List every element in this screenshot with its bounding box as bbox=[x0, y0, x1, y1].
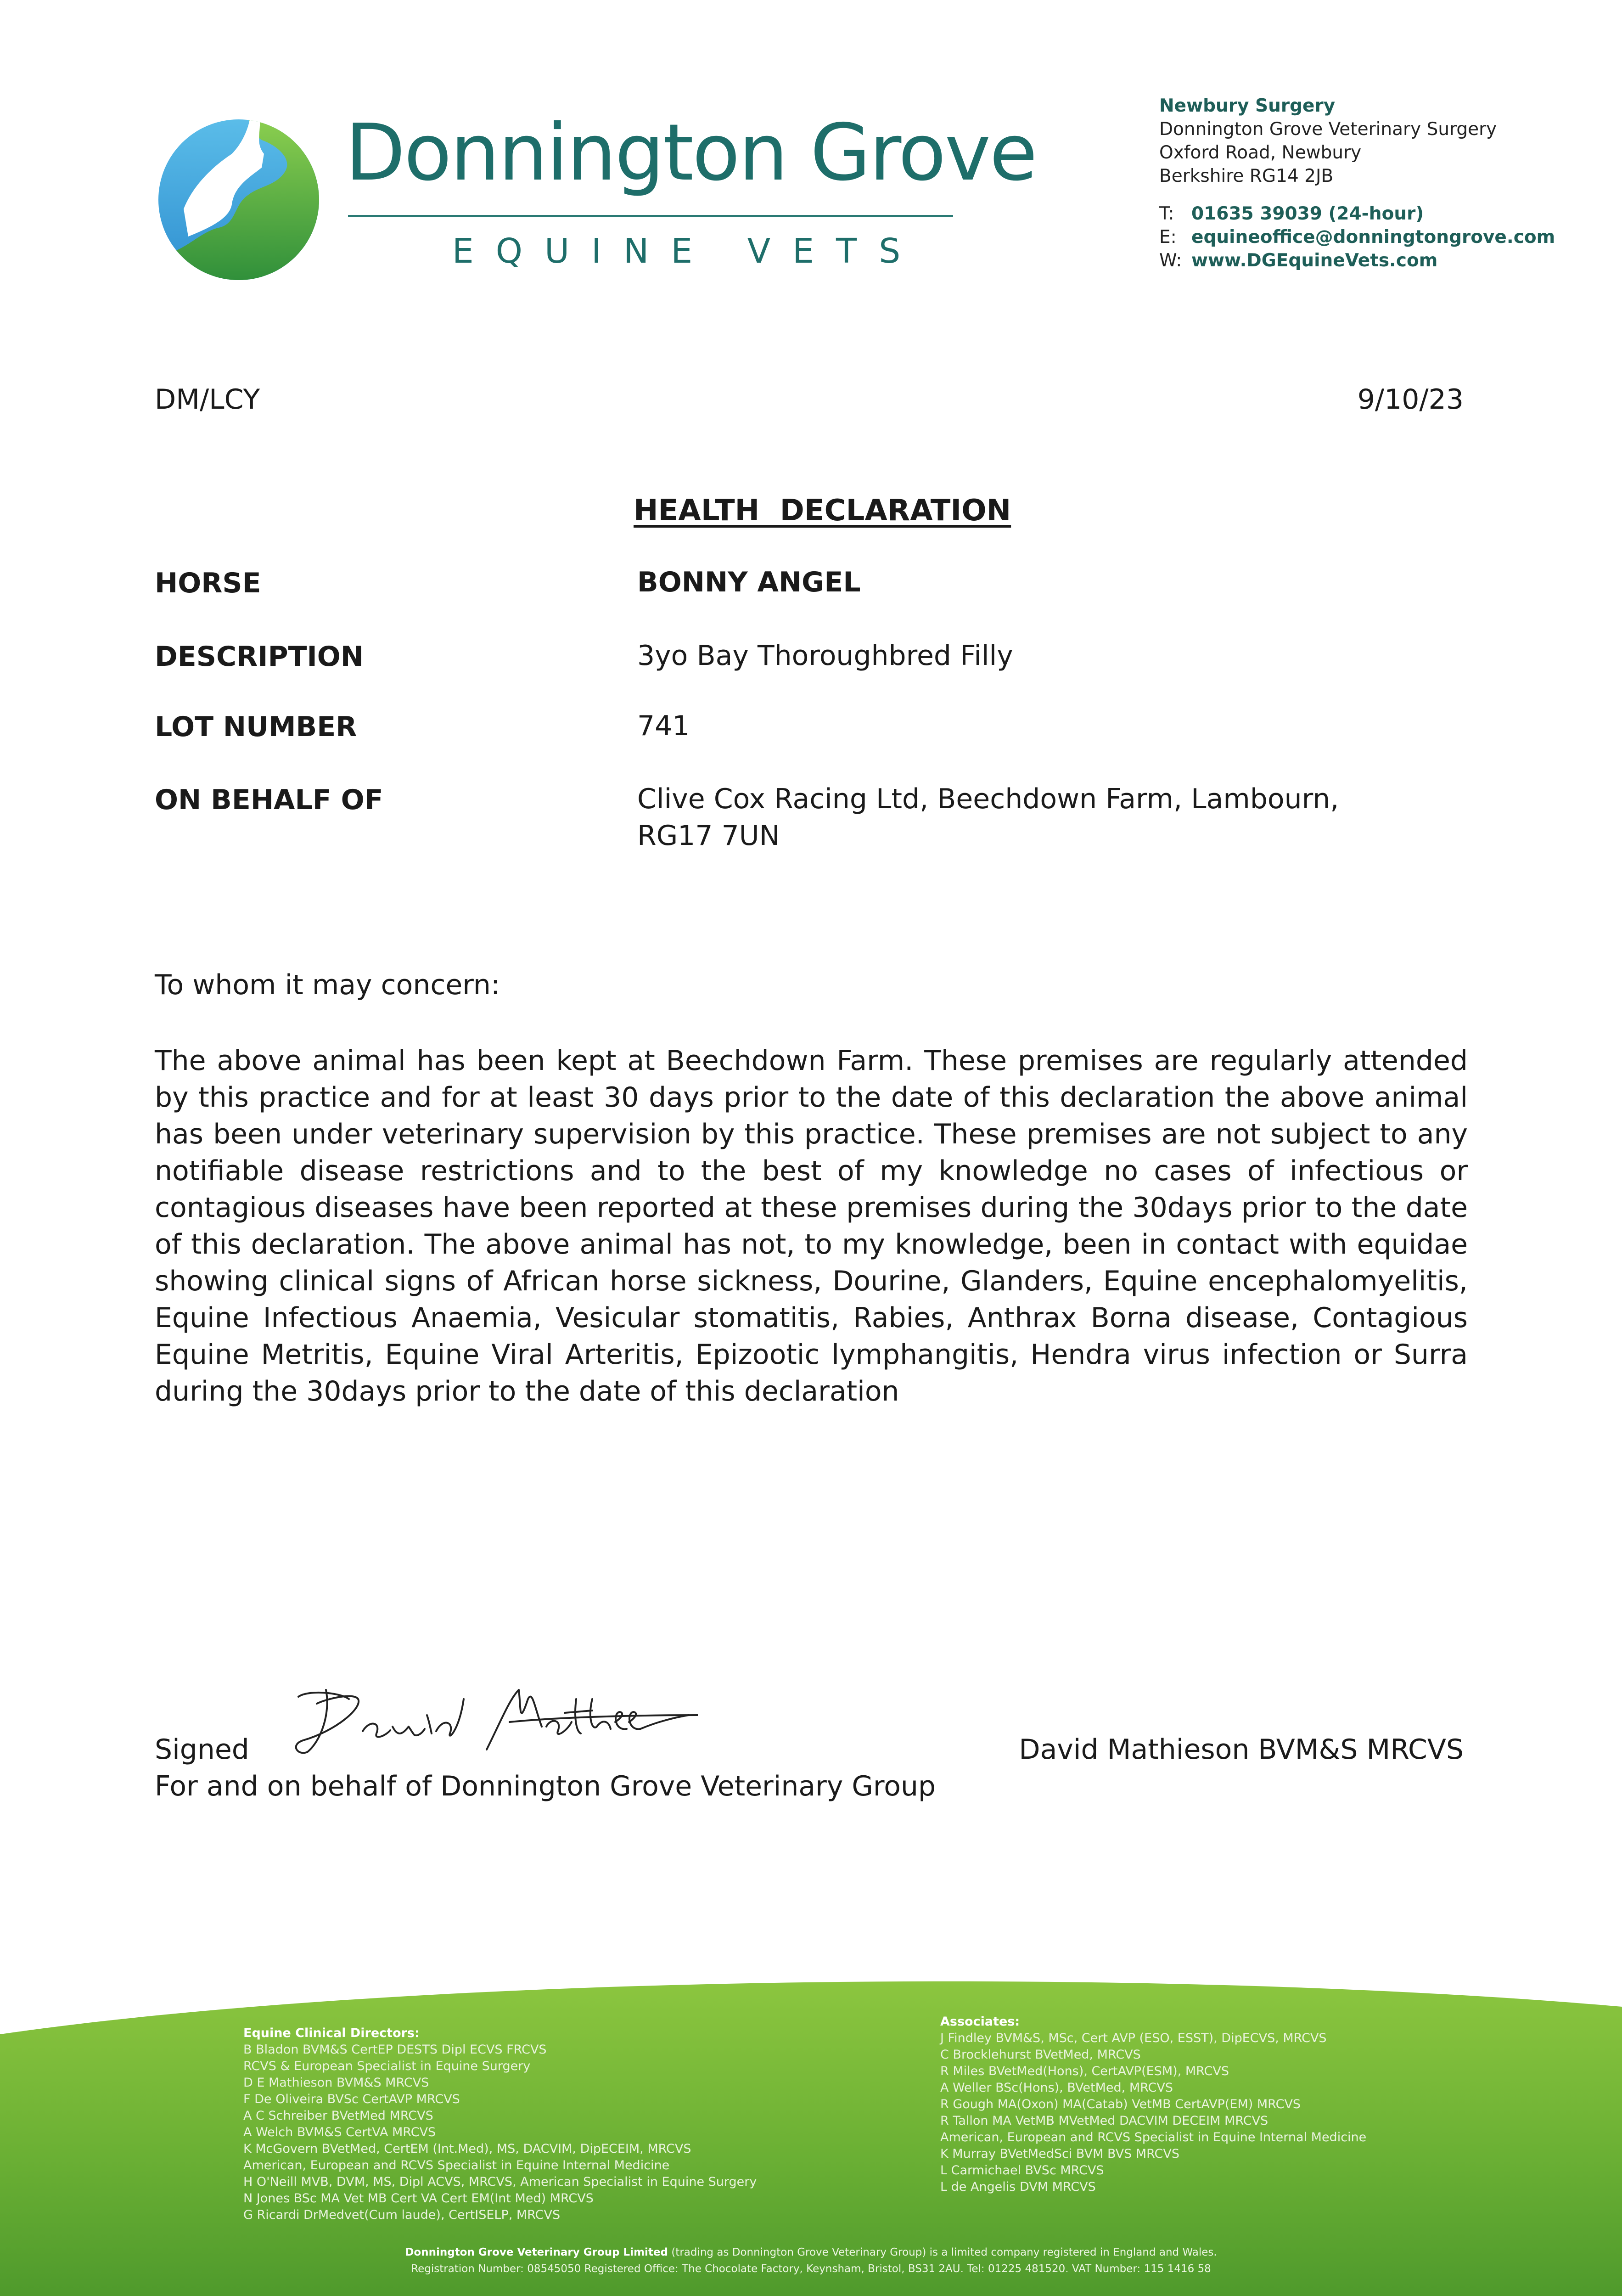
signer-name: David Mathieson BVM&S MRCVS bbox=[1019, 1733, 1464, 1766]
field-label-horse: HORSE bbox=[155, 567, 261, 599]
field-label-on-behalf-of: ON BEHALF OF bbox=[155, 784, 383, 816]
letter-date: 9/10/23 bbox=[1357, 383, 1464, 416]
phone-number: 01635 39039 (24-hour) bbox=[1191, 203, 1424, 224]
associate-entry: K Murray BVetMedSci BVM BVS MRCVS bbox=[940, 2147, 1180, 2161]
brand-divider bbox=[348, 215, 953, 217]
director-entry: F De Oliveira BVSc CertAVP MRCVS bbox=[243, 2092, 460, 2106]
on-behalf-statement: For and on behalf of Donnington Grove Veterinary Group bbox=[155, 1770, 936, 1802]
associate-entry: A Weller BSc(Hons), BVetMed, MRCVS bbox=[940, 2081, 1173, 2095]
surgery-title: Newbury Surgery bbox=[1159, 96, 1336, 116]
associate-entry: L de Angelis DVM MRCVS bbox=[940, 2180, 1096, 2194]
contact-label: W: bbox=[1159, 250, 1182, 271]
associate-entry: J Findley BVM&S, MSc, Cert AVP (ESO, ESST), DipECVS, MRCVS bbox=[940, 2031, 1327, 2045]
associates-list bbox=[940, 2014, 1366, 2195]
field-value-description: 3yo Bay Thoroughbred Filly bbox=[637, 640, 1013, 672]
logo-icon bbox=[156, 117, 321, 282]
associate-entry: C Brocklehurst BVetMed, MRCVS bbox=[940, 2048, 1141, 2062]
website-link[interactable]: www.DGEquineVets.com bbox=[1191, 250, 1438, 271]
legal-line-2: Registration Number: 08545050 Registered Office: The Chocolate Factory, Keynsham, Bristol, BS31 2AU. Tel: 01225 481520. VAT Number: 115 1416 58 bbox=[411, 2263, 1211, 2275]
company-description: (trading as Donnington Grove Veterinary Group) is a limited company registered in England and Wales. bbox=[668, 2246, 1217, 2258]
on-behalf-line: Clive Cox Racing Ltd, Beechdown Farm, Lambourn, bbox=[637, 783, 1339, 815]
director-entry: G Ricardi DrMedvet(Cum laude), CertISELP, MRCVS bbox=[243, 2208, 561, 2222]
director-entry: B Bladon BVM&S CertEP DESTS Dipl ECVS FRCVS bbox=[243, 2043, 547, 2057]
director-entry: A C Schreiber BVetMed MRCVS bbox=[243, 2109, 433, 2123]
associate-entry: American, European and RCVS Specialist in Equine Internal Medicine bbox=[940, 2130, 1367, 2144]
director-entry: H O'Neill MVB, DVM, MS, Dipl ACVS, MRCVS, American Specialist in Equine Surgery bbox=[243, 2175, 757, 2189]
brand-name: Donnington Grove bbox=[345, 107, 1036, 198]
salutation: To whom it may concern: bbox=[155, 969, 500, 1001]
contact-block bbox=[1159, 202, 1555, 272]
director-entry: N Jones BSc MA Vet MB Cert VA Cert EM(Int Med) MRCVS bbox=[243, 2191, 594, 2206]
associates-title: Associates: bbox=[940, 2015, 1020, 2029]
contact-web bbox=[1159, 249, 1555, 272]
director-entry: American, European and RCVS Specialist in Equine Internal Medicine bbox=[243, 2158, 670, 2172]
associate-entry: R Miles BVetMed(Hons), CertAVP(ESM), MRCVS bbox=[940, 2064, 1229, 2078]
legal-notice bbox=[0, 2244, 1622, 2277]
field-label-description: DESCRIPTION bbox=[155, 641, 364, 673]
director-entry: RCVS & European Specialist in Equine Surgery bbox=[243, 2059, 531, 2073]
email-link[interactable]: equineoffice@donningtongrove.com bbox=[1191, 227, 1555, 248]
address-line: Berkshire RG14 2JB bbox=[1159, 166, 1334, 186]
contact-label: E: bbox=[1159, 227, 1177, 248]
signed-label: Signed bbox=[155, 1733, 249, 1766]
director-entry: K McGovern BVetMed, CertEM (Int.Med), MS, DACVIM, DipECEIM, MRCVS bbox=[243, 2142, 691, 2156]
declaration-body: The above animal has been kept at Beechdown Farm. These premises are regularly attended by this practice and for at least 30 days prior to the date of this declaration the above animal has been under veterinary supervision by this practice. These premises are not subject to any notifiable disease restrictions and to the best of my knowledge no cases of infectious or contagious diseases have been reported at these premises during the 30days prior to the date of this declaration. The above animal has not, to my knowledge, been in contact with equidae showing clinical signs of African horse sickness, Dourine, Glanders, Equine encephalomyelitis, Equine Infectious Anaemia, Vesicular stomatitis, Rabies, Anthrax Borna disease, Contagious Equine Metritis, Equine Viral Arteritis, Epizootic lymphangitis, Hendra virus infection or Surra during the 30days prior to the date of this declaration bbox=[155, 1045, 1468, 1407]
field-value-horse: BONNY ANGEL bbox=[637, 566, 861, 598]
associate-entry: L Carmichael BVSc MRCVS bbox=[940, 2163, 1104, 2178]
contact-email bbox=[1159, 225, 1555, 249]
brand-subtitle: EQUINE VETS bbox=[452, 231, 923, 271]
field-label-lot-number: LOT NUMBER bbox=[155, 711, 357, 743]
address-line: Donnington Grove Veterinary Surgery bbox=[1159, 119, 1497, 140]
directors-list bbox=[243, 2025, 757, 2223]
director-entry: A Welch BVM&S CertVA MRCVS bbox=[243, 2125, 436, 2139]
field-value-lot-number: 741 bbox=[637, 710, 690, 742]
contact-label: T: bbox=[1159, 203, 1174, 224]
surgery-address bbox=[1159, 94, 1497, 188]
associate-entry: R Tallon MA VetMB MVetMed DACVIM DECEIM MRCVS bbox=[940, 2114, 1268, 2128]
legal-line-1 bbox=[0, 2244, 1622, 2261]
company-name: Donnington Grove Veterinary Group Limited bbox=[405, 2246, 668, 2258]
handwritten-signature bbox=[271, 1671, 698, 1763]
document-title: HEALTH DECLARATION bbox=[634, 494, 1011, 528]
directors-title: Equine Clinical Directors: bbox=[243, 2026, 420, 2040]
address-line: Oxford Road, Newbury bbox=[1159, 142, 1362, 163]
letter-reference: DM/LCY bbox=[155, 383, 260, 416]
director-entry: D E Mathieson BVM&S MRCVS bbox=[243, 2076, 429, 2090]
associate-entry: R Gough MA(Oxon) MA(Catab) VetMB CertAVP(EM) MRCVS bbox=[940, 2097, 1301, 2111]
on-behalf-line: RG17 7UN bbox=[637, 820, 780, 852]
field-value-on-behalf-of bbox=[637, 781, 1339, 854]
contact-phone bbox=[1159, 202, 1555, 225]
